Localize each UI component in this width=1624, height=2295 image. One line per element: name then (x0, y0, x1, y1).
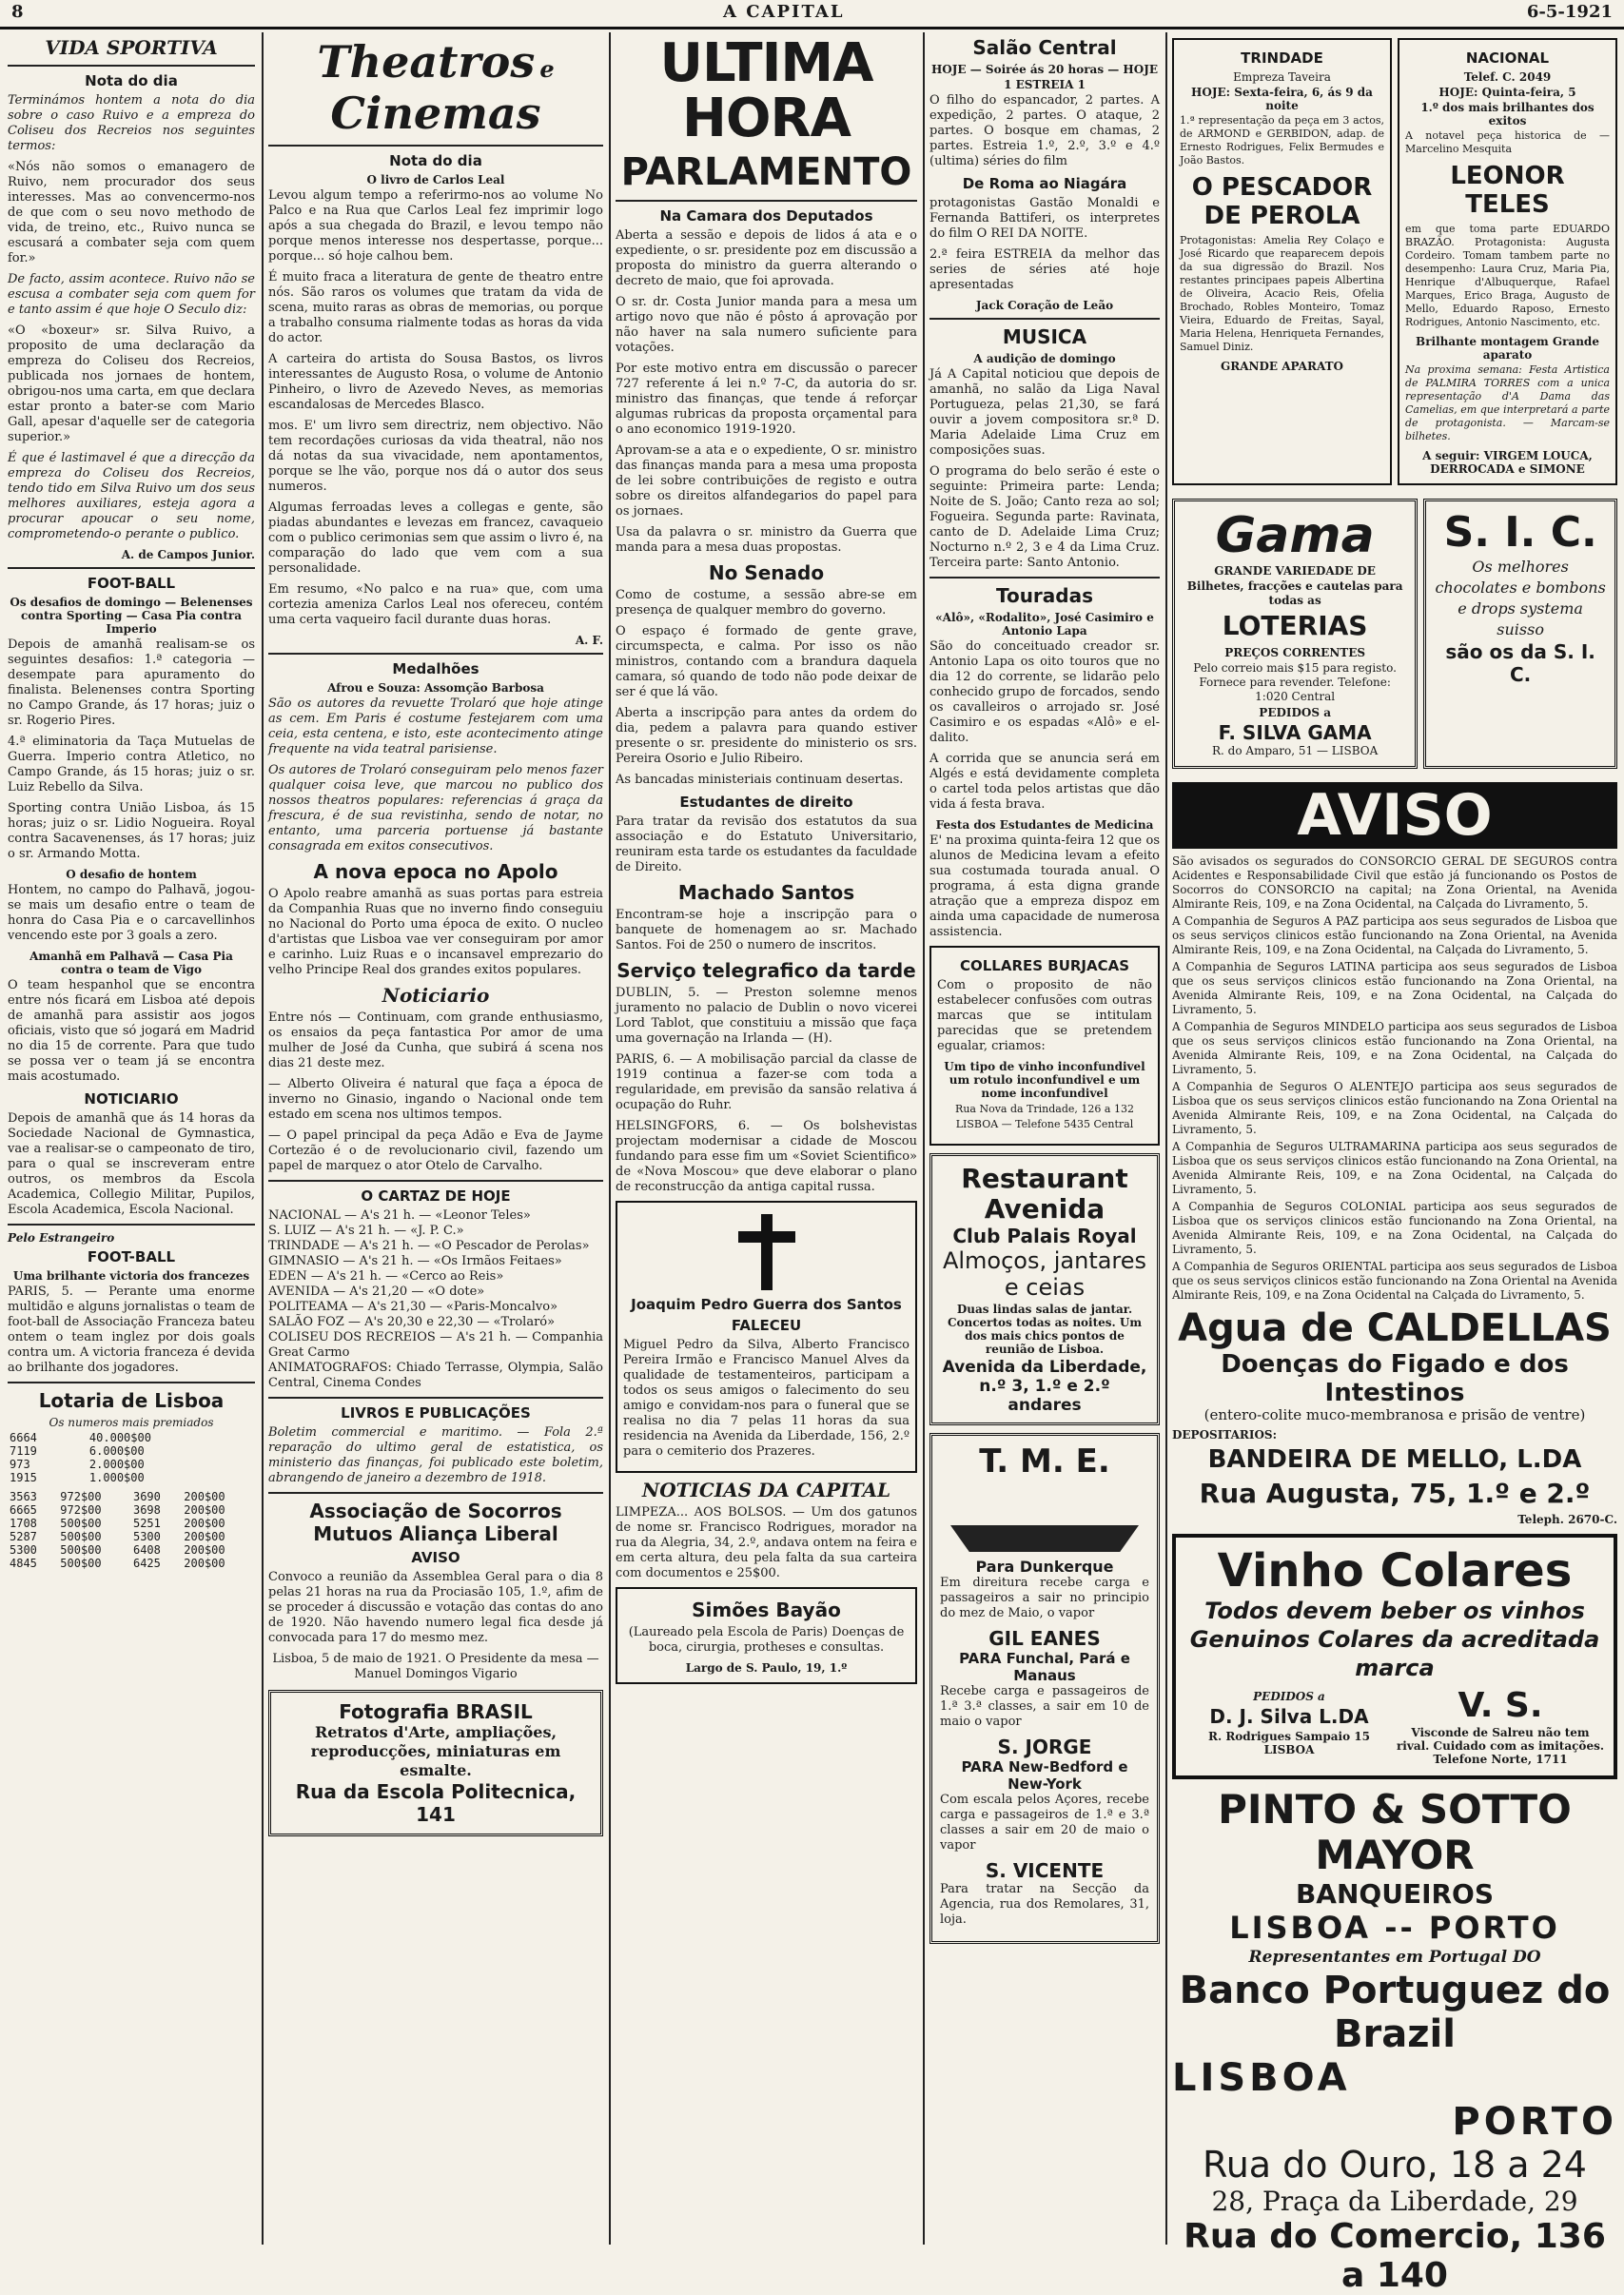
vinho-colares-ad (1172, 1534, 1617, 1779)
ad-text: Na proxima semana: Festa Artistica de PALMIRA TORRES com a unica representação d'A Dama das Camelias, em que interpretará a parte de protagonista. — Marcam-se bilhetes. (1405, 363, 1610, 442)
article-paragraph: 2.ª feira ESTREIA da melhor das series de séries até hoje apresentadas (929, 247, 1160, 292)
section-title: ULTIMA HORA (659, 32, 873, 149)
sic-ad (1423, 499, 1617, 769)
article-paragraph: LIMPEZA... AOS BOLSOS. — Um dos gatunos de nome sr. Francisco Rodrigues, morador na rua da Alegria, 34, 2.º, andava ontem na feira e em certa altura, deu pela falta da sua carteira com documentos e 25$00. (616, 1505, 917, 1580)
article-paragraph: DUBLIN, 5. — Preston solemne menos juramento no palacio de Dublin o novo vicerei Lord Tablot, que constituiu a missão que faça uma governação na Irlanda — (H). (616, 986, 917, 1046)
ad-subtitle: Doenças do Figado e dos Intestinos (1221, 1350, 1569, 1407)
article-paragraph: «O «boxeur» sr. Silva Ruivo, a proposito de uma declaração da empreza do Coliseu dos Recreios, publicada nos jornaes de hontem, obrigou-nos uma carta, em que declara estar pronto a bater-se com Mario Gall, apesar d'aquelle ser de categoria superior.» (8, 324, 255, 444)
list-item: S. LUIZ — A's 21 h. — «J. P. C.» (268, 1224, 464, 1238)
article-paragraph: Usa da palavra o sr. ministro da Guerra que manda para a mesa duas propostas. (616, 525, 917, 555)
cartaz-title: O CARTAZ DE HOJE (361, 1187, 511, 1205)
article-paragraph: PARIS, 5. — Perante uma enorme multidão e alguns jornalistas o team de foot-ball de Associação Franceza bateu ontem o team inglez por dois goals contra um. A victoria franceza é devida ao brilhante dos jogadores. (8, 1285, 255, 1375)
ad-text: A notavel peça historica de — Marcelino Mesquita (1405, 129, 1610, 155)
article-title: No Senado (708, 561, 825, 584)
ad-text: Bilhetes, fracções e cautelas para todas as (1186, 579, 1403, 607)
ad-text: HOJE: Sexta-feira, 6, ás 9 da noite (1191, 86, 1373, 112)
ad-text: Pelo correio mais $15 para registo. Fornece para revender. Telefone: 1:020 Central (1193, 661, 1397, 703)
article-paragraph: Convoco a reunião da Assemblea Geral para o dia 8 pelas 21 horas na rua da Prociasão 105, 1.º, afim de se proceder á discussão e votação das contas do ano de 1920. Não havendo numero legal fica desde já convocada para 17 do mesmo mez. (268, 1570, 603, 1645)
article-subtitle: 1 ESTREIA 1 (1004, 78, 1086, 91)
article-subtitle: AVISO (411, 1549, 460, 1566)
article-title: Associação de Socorros Mutuos Aliança Liberal (309, 1500, 562, 1545)
ad-title: PINTO & SOTTO MAYOR (1218, 1786, 1572, 1878)
article-paragraph: Já A Capital noticiou que depois de amanhã, no salão da Liga Naval Portugueza, pelas 21,30, se fará ouvir a jovem compositora sr.ª D. Maria Adelaide Lima Cruz em composições suas. (929, 367, 1160, 458)
article-paragraph: O Apolo reabre amanhã as suas portas para estreia da Companhia Ruas que no inverno findo conseguiu no Nacional do Porto uma época de exito. O nucleo d'artistas que Lisboa vae ver conseguiram por amor e carinho. Luiz Ruas e o incansavel emprezario do velho Principe Real dos grandes exitos populares. (268, 887, 603, 977)
lottery-ads-row (1172, 491, 1617, 776)
ad-subtitle: Empreza Taveira (1233, 70, 1331, 84)
article-subtitle: Amanhã em Palhavã — Casa Pia contra o team de Vigo (29, 950, 233, 976)
list-item: SALÃO FOZ — A's 20,30 e 22,30 — «Trolaró» (268, 1315, 556, 1329)
ad-slogan: Todos devem beber os vinhos Genuinos Colares da acreditada marca (1189, 1598, 1600, 1681)
ad-title: Restaurant Avenida (961, 1163, 1128, 1225)
ad-text: Brilhante montagem Grande aparato (1416, 335, 1599, 362)
list-item: TRINDADE — A's 21 h. — «O Pescador de Perolas» (268, 1239, 590, 1253)
article-paragraph: — Alberto Oliveira é natural que faça a época de inverno no Ginasio, ingando o Nacional onde tem estado em scena nos ultimos tempos. (268, 1077, 603, 1122)
article-title: Salão Central (972, 36, 1117, 59)
ad-text: Recebe carga e passageiros de 1.ª 3.ª classes, a sair em 10 de maio o vapor (940, 1684, 1149, 1729)
ship-icon (950, 1485, 1139, 1552)
article-title: Medalhões (392, 660, 479, 677)
masthead-word: Cinemas (330, 88, 541, 139)
ad-address: Rua do Ouro, 18 a 24 (1203, 2144, 1587, 2186)
list-item: COLISEU DOS RECREIOS — A's 21 h. — Companhia Great Carmo (268, 1330, 603, 1360)
article-title: NOTICIARIO (84, 1090, 179, 1108)
pinto-sotto-mayor-ad (1172, 1787, 1617, 2295)
ad-highlight: LOTERIAS (1222, 610, 1368, 641)
film-title: Jack Coração de Leão (975, 299, 1114, 312)
ad-text: Para tratar na Secção da Agencia, rua dos Remolares, 31, loja. (940, 1882, 1149, 1927)
ad-title: Agua de CALDELLAS (1178, 1306, 1612, 1350)
ad-cities: LISBOA -- PORTO (1229, 1910, 1560, 1946)
aviso-item: A Companhia de Seguros MINDELO participa aos seus segurados de Lisboa que os seus serviços clinicos estão funcionando na Zona Oriental, na Avenida Almirante Reis, 109, e na Zona Ocidental, na Calçada do Livramento, 5. (1172, 1020, 1617, 1076)
table-row: 5300 500$00 6408 200$00 (10, 1543, 225, 1557)
ad-subtitle: Para Dunkerque (975, 1558, 1114, 1576)
article-paragraph: Para tratar da revisão dos estatutos da sua associação e do Estatuto Universitario, reuniram esta tarde os estudantes da faculdade de Direito. (616, 814, 917, 874)
column-divider (1165, 32, 1167, 2245)
article-signature: Lisboa, 5 de maio de 1921. O Presidente da mesa — Manuel Domingos Vigario (272, 1652, 599, 1681)
article-title: Machado Santos (677, 881, 855, 904)
article-paragraph: — O papel principal da peça Adão e Eva de Jayme Cortezão é o de revolucionario civil, fazendo um papel de marquez o ator Otelo de Carvalho. (268, 1128, 603, 1173)
table-row: 1915 1.000$00 (10, 1471, 145, 1484)
article-paragraph: São os autores da revuette Trolaró que hoje atinge as cem. Em Paris é costume festejarem com uma ceia, esta centena, e isto, este acontecimento atinge frequente na vida teatral parisiense. (268, 696, 603, 756)
ad-slogan: Um tipo de vinho inconfundivel um rotulo inconfundivel e um nome inconfundivel (944, 1060, 1145, 1100)
collares-burjacas-ad (929, 946, 1160, 1146)
article-paragraph: Entre nós — Continuam, com grande enthusiasmo, os ensaios da peça fantastica Por amor de uma mulher de José da Cunha, que subirá á scena nos dias 21 deste mez. (268, 1010, 603, 1070)
article-paragraph: O programa do belo serão é este o seguinte: Primeira parte: Lenda; Noite de S. João; Canto reza ao sol; Fogueira. Segunda parte: Ravinata, canto de D. Adelaide Lima Cruz; Nocturno n.º 2, 3 e 4 da Lima Cruz. Terceira parte: Santo Antonio. (929, 464, 1160, 570)
simoes-bayao-ad (616, 1587, 917, 1684)
column-divider (609, 32, 611, 2245)
ad-text: Retratos d'Arte, ampliações, reproducções, miniaturas em esmalte. (310, 1723, 561, 1779)
ad-text: Os melhores chocolates e bombons e drops systema suisso (1435, 558, 1606, 638)
play-title: LEONOR TELES (1450, 162, 1565, 219)
ad-text: (entero-colite muco-membranosa e prisão de ventre) (1203, 1406, 1586, 1423)
article-paragraph: Encontram-se hoje a inscripção para o banquete de homenagem ao sr. Machado Santos. Foi de 250 o numero de inscritos. (616, 908, 917, 952)
ad-text: Com escala pelos Açores, recebe carga e passageiros de 1.ª e 3.ª classes a sair em 20 de maio o vapor (940, 1793, 1149, 1853)
ad-text: Protagonistas: Amelia Rey Colaço e José Ricardo que reaparecem depois da sua digressão do Brazil. Nos restantes principaes papeis Albertina de Oliveira, Acacio Reis, Ofelia Brochado, Robles Monteiro, Tomaz Vieira, Eduardo de Freitas, Sayal, Maria Helena, Henriqueta Fernandes, Samuel Diniz. (1180, 234, 1384, 353)
ad-address: Rua Augusta, 75, 1.º e 2.º (1199, 1478, 1591, 1509)
ad-address: Largo de S. Paulo, 19, 1.º (685, 1661, 848, 1675)
column-ultima-hora (616, 32, 917, 2245)
article-paragraph: De facto, assim acontece. Ruivo não se escusa a combater seja com quem for e tanto assim é que hoje O Seculo diz: (8, 272, 255, 317)
ad-text: PEDIDOS a (1253, 1690, 1325, 1703)
trindade-ad (1172, 38, 1392, 485)
table-row: 4845 500$00 6425 200$00 (10, 1557, 225, 1570)
article-paragraph: As bancadas ministeriais continuam desertas. (616, 773, 904, 787)
ad-text: A seguir: VIRGEM LOUCA, DERROCADA e SIMONE (1422, 449, 1593, 476)
article-paragraph: Os autores de Trolaró conseguiram pelo menos fazer qualquer coisa leve, que marcou no publico dos nossos theatros populares: referencias á graça da frescura, é de sua revistinha, sendo de notar, no entanto, uma parceria portuense já bastante consagrada em exitos consecutivos. (268, 763, 603, 853)
ad-title: T. M. E. (979, 1442, 1110, 1481)
ad-address: Rua da Escola Politecnica, 141 (295, 1780, 577, 1826)
masthead-word: e (539, 55, 555, 83)
article-paragraph: Depois de amanhã realisam-se os seguintes desafios: 1.ª categoria — desempate para apuramento do finalista. Belenenses contra Sporting no Campo Grande, ás 17 horas; juiz o sr. Rogerio Pires. (8, 638, 255, 728)
section-subtitle: Pelo Estrangeiro (8, 1231, 115, 1245)
article-paragraph: É que é lastimavel é que a direcção da empreza do Coliseu dos Recreios, tendo tido em Silva Ruivo um dos seus melhores auxiliares, esteja agora a procurar apoucar o seu nome, comprometendo-o perante o publico. (8, 451, 255, 541)
aviso-item: A Companhia de Seguros A PAZ participa aos seus segurados de Lisboa que os seus serviços clinicos estão funcionando na Zona Oriental, na Avenida Almirante Reis, 109, e na Zona Ocidental, na Calçada do Livramento, 5. (1172, 914, 1617, 956)
film-title: De Roma ao Niagára (962, 175, 1127, 192)
ship-destination: PARA New-Bedford e New-York (961, 1758, 1128, 1793)
article-lead: Terminámos hontem a nota do dia sobre o caso Ruivo e a empreza do Coliseu dos Recreios nos seguintes termos: (8, 93, 255, 153)
article-title: Nota do dia (389, 152, 482, 169)
article-title: Touradas (995, 584, 1094, 607)
article-subtitle: Festa dos Estudantes de Medicina (935, 818, 1154, 832)
ad-text: DEPOSITARIOS: (1172, 1428, 1278, 1442)
ad-text: 1.º dos mais brilhantes dos exitos (1420, 101, 1595, 128)
obituary-text: Miguel Pedro da Silva, Alberto Francisco Pereira Irmão e Francisco Manuel Alves da qualidade de testamenteiros, participam a todos os seus amigos o falecimento do seu amigo e convidam-nos para o funeral que se realisa no dia 7 pelas 11 horas da sua residencia na Avenida da Liberdade, 156, 2.º para o cemiterio dos Prazeres. (623, 1338, 910, 1459)
ad-subtitle: Telef. C. 2049 (1463, 70, 1552, 84)
ad-city: PORTO (1452, 2100, 1617, 2144)
aviso-item: A Companhia de Seguros ULTRAMARINA participa aos seus segurados de Lisboa que os seus serviços clinicos estão funcionando na Zona Oriental, na Avenida Almirante Reis, 109, e na Zona Ocidental, na Calçada do Livramento, 5. (1172, 1140, 1617, 1196)
list-item: NACIONAL — A's 21 h. — «Leonor Teles» (268, 1208, 531, 1223)
ad-title: Vinho Colares (1217, 1544, 1573, 1598)
article-paragraph: São do conceituado creador sr. Antonio Lapa os oito touros que no dia 12 do corrente, se lidarão pelo conhecido grupo de forcados, sendo os cavalleiros o arrojado sr. José Casimiro e os espadas «Alô» e el-dalito. (929, 639, 1160, 745)
article-title: Estudantes de direito (679, 794, 853, 811)
article-signature: A. F. (575, 634, 603, 647)
ad-slogan: Almoços, jantares e ceias (942, 1247, 1147, 1301)
article-paragraph: PARIS, 6. — A mobilisação parcial da classe de 1919 continua a fazer-se com toda a regularidade, em previsão da sansão relativa á ocupação do Ruhr. (616, 1052, 917, 1112)
ad-title: NACIONAL (1465, 49, 1550, 67)
aviso-list (1172, 854, 1617, 1303)
article-subtitle: «Alô», «Rodalito», José Casimiro e Antonio Lapa (935, 611, 1154, 638)
table-row: 6664 40.000$00 (10, 1431, 151, 1444)
lotaria-title: Lotaria de Lisboa (38, 1389, 225, 1412)
list-item: ANIMATOGRAFOS: Chiado Terrasse, Olympia, Salão Central, Cinema Condes (268, 1361, 603, 1390)
article-paragraph: «Nós não somos o emanagero de Ruivo, nem procurador dos seus interesses. Mas ao convencermo-nos de que com o seu novo methodo de vida, de treino, etc., Ruivo nunca se escusará a combater seja com quem for.» (8, 160, 255, 265)
obituary-notice (616, 1201, 917, 1473)
page-number: 8 (11, 2, 24, 22)
fotografia-brasil-ad (268, 1690, 603, 1836)
obituary-status: FALECEU (731, 1317, 802, 1334)
section-title: VIDA SPORTIVA (45, 36, 218, 59)
masthead-word: Theatros (317, 36, 536, 88)
ad-title: TRINDADE (1241, 49, 1323, 67)
ship-name: S. VICENTE (985, 1859, 1105, 1882)
ship-destination: PARA Funchal, Pará e Manaus (959, 1650, 1130, 1684)
article-subtitle: A audição de domingo (973, 352, 1116, 365)
article-paragraph: Aberta a sessão e depois de lidos á ata e o expediente, o sr. presidente poz em discussão a proposta do ministro da guerra alterando o decreto de maio, que foi aprovada. (616, 228, 917, 288)
ship-name: GIL EANES (988, 1627, 1101, 1650)
ad-text: em que toma parte EDUARDO BRAZÃO. Protagonista: Augusta Cordeiro. Tomam tambem parte no desempenho: Laura Cruz, Maria Pia, Henrique d'Albuquerque, Rafael Marques, Erico Braga, Augusto de Mello, Eduardo Raposo, Ernesto Rodrigues, Antonio Nascimento, etc. (1405, 223, 1610, 328)
ad-text: 1.ª representação da peça em 3 actos, de ARMOND e GERBIDON, adap. de Ernesto Rodrigues, Felix Bermudes e João Bastos. (1180, 114, 1384, 167)
article-paragraph: O team hespanhol que se encontra entre nós ficará em Lisboa até depois de amanhã para assistir aos jogos oficiais, visto que só jogará em Madrid no dia 15 de corrente. Para que tudo se possa ver o team já se encontra mais acostumado. (8, 978, 255, 1084)
table-row: 6665 972$00 3698 200$00 (10, 1503, 225, 1517)
ad-text: (Laureado pela Escola de Paris) Doenças de boca, cirurgia, protheses e consultas. (628, 1625, 905, 1655)
ad-text: HOJE: Quinta-feira, 5 (1438, 86, 1576, 99)
ad-subtitle: GRANDE VARIEDADE DE (1214, 564, 1376, 578)
ad-name: D. J. Silva L.DA (1209, 1705, 1369, 1728)
restaurant-avenida-ad (929, 1153, 1160, 1425)
ad-title: Simões Bayão (692, 1599, 841, 1621)
ad-address: Rua Nova da Trindade, 126 a 132 LISBOA — Telefone 5435 Central (955, 1103, 1134, 1130)
ad-address: Avenida da Liberdade, n.º 3, 1.º e 2.º andares (942, 1358, 1147, 1415)
article-paragraph: Em resumo, «No palco e na rua» que, com uma cortezia ameniza Carlos Leal nos ofereceu, contém uma certa vaqueiro facil durante duas horas. (268, 582, 603, 627)
list-item: GIMNASIO — A's 21 h. — «Os Irmãos Feitaes» (268, 1254, 562, 1268)
article-paragraph: A corrida que se anuncia será em Algés e está devidamente completa o cartel toda pelos artistas que dão vida á festa brava. (929, 752, 1160, 812)
article-title: MUSICA (1002, 325, 1087, 348)
caldellas-ad (1172, 1306, 1617, 1526)
theatre-ads-row (1172, 32, 1617, 491)
article-subtitle: Uma brilhante victoria dos francezes (12, 1269, 250, 1283)
aviso-item: A Companhia de Seguros COLONIAL participa aos seus segurados de Lisboa que os serviços clinicos estão funcionando na Zona Oriental, na Avenida Almirante Reis, 109, e na Zona Ocidental, na Calçada do Livramento, 5. (1172, 1200, 1617, 1256)
lotaria-top-table (8, 1431, 255, 1484)
article-paragraph: HELSINGFORS, 6. — Os bolshevistas projectam modernisar a cidade de Moscou fundando para esse fim um «Soviet Scientifico» de «Nova Moscou» que deve elaborar o plano de reconstrucção da antiga capital russa. (616, 1119, 917, 1194)
article-paragraph: É muito fraca a literatura de gente de theatro entre nós. São raros os volumes que tratam da vida de scena, muito raras as obras de memorias, ou porque a trabalho consuma rialmente todas as horas da vida do actor. (268, 270, 603, 345)
tme-ad (929, 1433, 1160, 1944)
article-title: FOOT-BALL (87, 575, 176, 592)
ad-text: Em direitura recebe carga e passageiros a sair no principio do mez de Maio, o vapor (940, 1576, 1149, 1620)
ad-address: R. do Amparo, 51 — LISBOA (1212, 744, 1379, 757)
ad-address: R. Rodrigues Sampaio 15 LISBOA (1207, 1730, 1370, 1756)
column-theatros (268, 32, 603, 2245)
column-divider (923, 32, 925, 2245)
article-paragraph: protagonistas Gastão Monaldi e Fernanda Battiferi, os interpretes do film O REI DA NOITE. (929, 196, 1160, 241)
ad-address: 28, Praça da Liberdade, 29 (1211, 2186, 1578, 2217)
article-paragraph: Algumas ferroadas leves a collegas e gente, são piadas abundantes e levezas em francez, cavaqueio com o publico cerimonias sem que assim o livro é, na comparação do lado que vem com a sua personalidade. (268, 500, 603, 576)
article-paragraph: Depois de amanhã que ás 14 horas da Sociedade Nacional de Gymnastica, vae a realisar-se o campeonato de tiro, para o qual se inscreveram entre outros, os membros da Escola Academica, Collegio Militar, Pupilos, Escola Academica, Escola Nacional. (8, 1111, 255, 1217)
ad-brand-mark: V. S. (1458, 1686, 1543, 1725)
article-title: Nota do dia (85, 72, 178, 89)
article-subtitle: Afrou e Souza: Assomção Barbosa (327, 681, 544, 695)
ad-phone: Teleph. 2670-C. (1517, 1513, 1617, 1526)
article-paragraph: mos. E' um livro sem directriz, nem objectivo. Não tem recordações curiosas da vida theatral, não nos dá notas da sua vivacidade, nem apontamentos, porque se lhe vão, porque nos dá o autor dos seus numeros. (268, 419, 603, 494)
ad-name: BANDEIRA DE MELLO, L.DA (1207, 1445, 1582, 1474)
article-subtitle: O livro de Carlos Leal (366, 173, 505, 186)
issue-date: 6-5-1921 (1526, 2, 1613, 22)
list-item: EDEN — A's 21 h. — «Cerco ao Reis» (268, 1269, 504, 1284)
aviso-title: AVISO (1172, 782, 1617, 849)
article-paragraph: Como de costume, a sessão abre-se em presença de qualquer membro do governo. (616, 588, 917, 618)
section-title: PARLAMENTO (620, 150, 912, 194)
article-title: Na Camara dos Deputados (659, 207, 873, 225)
article-title: NOTICIAS DA CAPITAL (641, 1479, 891, 1501)
ad-title: Fotografia BRASIL (339, 1700, 533, 1723)
article-paragraph: Sporting contra União Lisboa, ás 15 horas; juiz o sr. Lidio Nogueira. Royal contra Sacavenenses, ás 17 horas; juiz o sr. Armando Motta. (8, 801, 255, 861)
ad-text: PREÇOS CORRENTES (1224, 646, 1366, 659)
lotaria-table (8, 1490, 255, 1570)
article-paragraph: E' na proxima quinta-feira 12 que os alunos de Medicina levam a efeito sua costumada tourada anual. O programa, á esta digna grande atração que a empreza dispoz em ainda uma capacidade de numerosa assistencia. (929, 834, 1160, 939)
article-paragraph: O espaço é formado de gente grave, circumspecta, e calma. Por isso os não ministros, contando com a brandura daquela camara, só quando de todo não pode deixar de ser é que lá vão. (616, 624, 917, 699)
aviso-item: A Companhia de Seguros ORIENTAL participa aos seus segurados de Lisboa que os seus serviços clinicos estão funcionando na Zona Oriental na Avenida Almirante Reis, 109, e na Zona Ocidental na Calçada do Livramento, 5. (1172, 1260, 1617, 1302)
article-paragraph: Hontem, no campo do Palhavã, jogou-se mais um desafio entre o team de honra do Casa Pia e o carcavellinhos vencendo este por 3 goals a zero. (8, 883, 255, 943)
article-subtitle: Os desafios de domingo — Belenenses contra Sporting — Casa Pia contra Imperio (10, 596, 253, 636)
article-paragraph: A carteira do artista do Sousa Bastos, os livros interessantes de Augusto Rosa, o volume de Antonio Pinheiro, o livro de Azevedo Neves, as memorias escandalosas de Mercedes Blasco. (268, 352, 603, 412)
ship-name: S. JORGE (997, 1736, 1092, 1758)
ad-subtitle: Club Palais Royal (952, 1225, 1137, 1247)
page-header (0, 0, 1624, 29)
gama-ad (1172, 499, 1418, 769)
article-title: LIVROS E PUBLICAÇÕES (341, 1404, 531, 1422)
column-vida-sportiva (8, 32, 255, 2245)
ad-mark (1395, 1688, 1606, 1768)
article-title: Noticiario (382, 984, 490, 1007)
nacional-ad (1398, 38, 1617, 485)
aviso-item: São avisados os segurados do CONSORCIO GERAL DE SEGUROS contra Acidentes e Responsabilidade Civil que estão já funcionando os Postos de Socorros do CONSORCIO na capital; na Zona Oriental, na Avenida Almirante Reis, 109, e na Zona Ocidental, na Calçada do Livramento, 5. (1172, 854, 1617, 911)
ad-name: F. SILVA GAMA (1218, 721, 1372, 744)
article-subtitle: O desafio de hontem (66, 868, 197, 881)
ad-title: S. I. C. (1443, 508, 1597, 557)
lotaria-subtitle: Os numeros mais premiados (49, 1416, 214, 1429)
article-paragraph: Por este motivo entra em discussão o parecer 727 referente á lei n.º 7-C, da autoria do sr. ministro das finanças, que tende á reforçar algumas rubricas da proposta orçamental para o ano economico 1919-1920. (616, 362, 917, 437)
article-title: Serviço telegrafico da tarde (616, 959, 916, 982)
article-paragraph: Aprovam-se a ata e o expediente, O sr. ministro das finanças manda para a mesa uma proposta de lei sobre contribuições de registo e outra sobre os direitos alfandegarios do papel para os jornaes. (616, 443, 917, 519)
ad-bank: Banco Portuguez do Brazil (1179, 1969, 1611, 2056)
section-masthead (268, 36, 603, 139)
article-paragraph: Aberta a inscripção para antes da ordem do dia, pedem a palavra para quando estiver presente o sr. presidente do ministerio os srs. Pereira Osorio e Julio Ribeiro. (616, 706, 917, 766)
article-paragraph: O sr. dr. Costa Junior manda para a mesa um artigo novo que não é pôsto á aprovação por não haver na sala numero suficiente para votações. (616, 295, 917, 355)
ad-footer (1184, 1688, 1606, 1768)
article-title: FOOT-BALL (87, 1248, 176, 1265)
ad-contact (1184, 1688, 1395, 1758)
ad-title: Gama (1215, 507, 1375, 564)
column-salao-central (929, 32, 1160, 2245)
ad-subtitle: BANQUEIROS (1295, 1878, 1495, 1910)
aviso-item: A Companhia de Seguros O ALENTEJO participa aos seus segurados de Lisboa que os seus serviços clinicos estão funcionando na Zona Oriental na Avenida Almirante Reis, 109, e na Zona Ocidental, na Calçada do Livramento, 5. (1172, 1080, 1617, 1136)
cartaz-list (268, 1208, 603, 1391)
list-item: AVENIDA — A's 21,20 — «O dote» (268, 1285, 485, 1299)
ad-address: Rua do Comercio, 136 a 140 (1184, 2217, 1606, 2295)
article-paragraph: Levou algum tempo a referirmo-nos ao volume No Palco e na Rua que Carlos Leal fez imprimir logo após a sua chegada do Brazil, e levou tempo não porque menos interesse nos despertasse, porque... porque... só hoje calhou bem. (268, 188, 603, 264)
cross-icon (738, 1214, 795, 1290)
table-row: 973 2.000$00 (10, 1458, 145, 1471)
ad-text: PEDIDOS a (1259, 706, 1331, 719)
ad-city: LISBOA (1172, 2056, 1351, 2100)
play-title: O PESCADOR DE PEROLA (1191, 173, 1373, 230)
table-row: 1708 500$00 5251 200$00 (10, 1517, 225, 1530)
ad-slogan: são os da S. I. C. (1445, 640, 1595, 686)
ad-text: GRANDE APARATO (1220, 360, 1343, 373)
table-row: 3563 972$00 3690 200$00 (10, 1490, 225, 1503)
article-paragraph: O filho do espancador, 2 partes. A expedição, 2 partes. O ataque, 2 partes. O bosque em chamas, 2 partes. Estreia 1.º, 2.º, 3.º e 4.º (ultima) séries do film (929, 93, 1160, 168)
table-row: 7119 6.000$00 (10, 1444, 145, 1458)
list-item: POLITEAMA — A's 21,30 — «Paris-Moncalvo» (268, 1300, 558, 1314)
column-ads (1172, 32, 1617, 2295)
ad-text: Com o proposito de não estabelecer confusões com outras marcas que se intitulam parecidas que se pretendem egualar, criamos: (937, 978, 1152, 1053)
article-title: A nova epoca no Apolo (313, 860, 558, 883)
article-paragraph: 4.ª eliminatoria da Taça Mutuelas de Guerra. Imperio contra Atletico, no Campo Grande, ás 15 horas; juiz o sr. Luiz Rebello da Silva. (8, 735, 255, 794)
aviso-item: A Companhia de Seguros LATINA participa aos seus segurados de Lisboa que os seus serviços clinicos estão funcionando na Zona Oriental, na Avenida Almirante Reis, 109, e na Zona Ocidental, na Calçada do Livramento, 5. (1172, 960, 1617, 1016)
article-subtitle: HOJE — Soirée ás 20 horas — HOJE (930, 63, 1159, 76)
table-row: 5287 500$00 5300 200$00 (10, 1530, 225, 1543)
ad-title: COLLARES BURJACAS (959, 957, 1130, 974)
newspaper-title: A CAPITAL (723, 2, 845, 22)
column-divider (262, 32, 264, 2245)
article-paragraph: Boletim commercial e maritimo. — Fola 2.ª reparação do ultimo geral de estatistica, os ministerio das finanças, foi publicado este boletim, abrangendo de janeiro a dezembro de 1918. (268, 1425, 603, 1485)
article-signature: A. de Campos Junior. (121, 548, 255, 561)
ad-text: Visconde de Salreu não tem rival. Cuidado com as imitações. Telefone Norte, 1711 (1396, 1726, 1605, 1766)
obituary-name: Joaquim Pedro Guerra dos Santos (631, 1296, 902, 1313)
ad-text: Representantes em Portugal DO (1248, 1948, 1541, 1967)
ad-text: Duas lindas salas de jantar. Concertos todas as noites. Um dos mais chics pontos de reunião de Lisboa. (947, 1303, 1143, 1356)
